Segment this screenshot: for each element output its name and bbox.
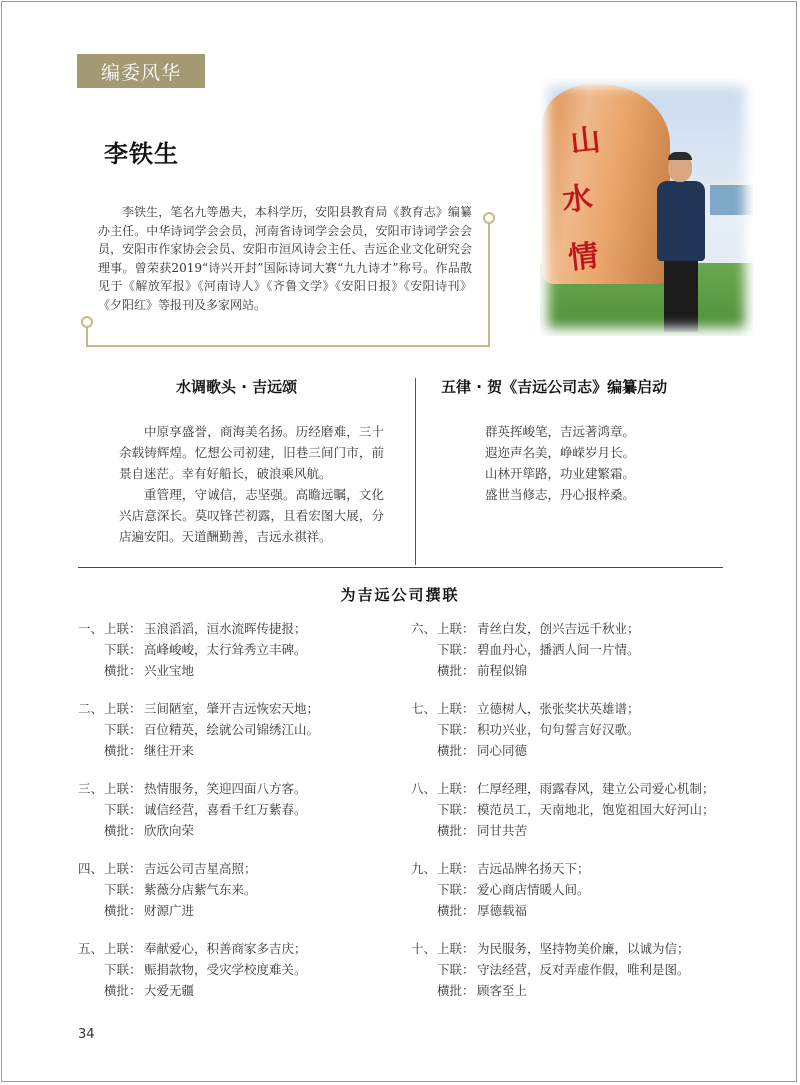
- couplet-horizontal-text: 大爱无疆: [144, 983, 195, 998]
- rock-inscription-char: 山: [568, 122, 603, 161]
- couplet-item: [78, 938, 307, 1001]
- couplet-item: [78, 698, 319, 761]
- couplet-horizontal-row: [411, 980, 690, 1001]
- couplet-number: 五、: [78, 941, 104, 956]
- couplet-upper-row: [411, 778, 715, 799]
- couplet-label: 横批：: [104, 983, 142, 998]
- couplet-label: 上联：: [104, 861, 142, 876]
- poem2-line: 遐迩声名美，峥嵘岁月长。: [485, 445, 636, 460]
- couplet-label: 上联：: [437, 781, 475, 796]
- bio-text: 李铁生，笔名九等愚夫，本科学历，安阳县教育局《教育志》编纂办主任。中华诗词学会会员，河南省诗词学会会员，安阳市诗词学会会员，安阳市作家协会会员、安阳市洹风诗会主任、吉远企业文化研究会理事。曾荣获2019“诗兴开封”国际诗词大赛“九九诗才”称号。作品散见于《解放军报》《河南诗人》《齐鲁文学》《安阳日报》《安阳诗刊》《夕阳红》等报刊及多家网站。: [98, 205, 472, 312]
- bio-frame-line-bottom: [88, 345, 490, 347]
- couplet-lower-text: 模范员工，天南地北，饱览祖国大好河山；: [477, 802, 715, 817]
- couplet-lower-row: [78, 719, 319, 740]
- couplet-number: [411, 799, 437, 820]
- couplet-number: [411, 820, 437, 841]
- couplet-item: [411, 618, 640, 681]
- couplet-upper-row: [78, 618, 307, 639]
- couplet-upper-text: 仁厚经理，雨露春风，建立公司爱心机制；: [477, 781, 715, 796]
- couplet-upper-text: 奉献爱心，积善商家多吉庆；: [144, 941, 307, 956]
- couplet-label: 上联：: [104, 781, 142, 796]
- couplet-horizontal-text: 同甘共苦: [477, 823, 528, 838]
- couplet-label: 上联：: [437, 861, 475, 876]
- couplet-lower-row: [411, 879, 590, 900]
- couplet-label: 下联：: [437, 722, 475, 737]
- couplet-lower-row: [78, 639, 307, 660]
- couplet-label: 上联：: [104, 621, 142, 636]
- couplet-upper-row: [411, 938, 690, 959]
- couplet-lower-row: [411, 639, 640, 660]
- couplet-lower-text: 高峰峻峻，太行耸秀立丰碑。: [144, 642, 307, 657]
- couplet-lower-text: 守法经营，反对弄虚作假，唯利是图。: [477, 962, 690, 977]
- photo-vignette: [540, 78, 753, 336]
- couplet-number: 十、: [411, 941, 437, 956]
- couplet-horizontal-text: 同心同德: [477, 743, 528, 758]
- couplet-number: [411, 660, 437, 681]
- bio-frame-ring-left: [81, 316, 93, 328]
- couplet-lower-text: 碧血丹心，播洒人间一片情。: [477, 642, 640, 657]
- couplet-item: [411, 938, 690, 1001]
- couplet-upper-text: 玉浪滔滔，洹水流晖传捷报；: [144, 621, 307, 636]
- couplet-number: [411, 980, 437, 1001]
- couplet-upper-text: 三间陋室，肇开吉远恢宏天地；: [144, 701, 320, 716]
- couplet-item: [78, 618, 307, 681]
- couplet-upper-text: 吉远公司吉星高照；: [144, 861, 257, 876]
- couplet-label: 横批：: [437, 743, 475, 758]
- couplet-label: 上联：: [104, 701, 142, 716]
- couplet-upper-text: 青丝白发，创兴吉远千秋业；: [477, 621, 640, 636]
- couplet-number: [78, 799, 104, 820]
- couplet-number: 七、: [411, 701, 437, 716]
- poem2-line: 盛世当修志，丹心报梓桑。: [485, 487, 636, 502]
- couplet-label: 横批：: [437, 983, 475, 998]
- couplet-number: 六、: [411, 621, 437, 636]
- couplet-upper-row: [411, 618, 640, 639]
- couplet-horizontal-row: [78, 740, 319, 761]
- couplet-number: [78, 900, 104, 921]
- couplet-label: 横批：: [104, 823, 142, 838]
- couplet-label: 上联：: [104, 941, 142, 956]
- poem1-paragraph: 中原享盛誉，商海美名扬。历经磨难，三十余载铸辉煌。忆想公司初建，旧巷三间门市，前景自迷茫。幸有好船长，破浪乘风航。: [119, 424, 384, 481]
- couplet-number: [78, 879, 104, 900]
- couplet-upper-row: [411, 698, 640, 719]
- couplet-lower-text: 赈捐款物，受灾学校度难关。: [144, 962, 307, 977]
- couplet-upper-text: 吉远品牌名扬天下；: [477, 861, 590, 876]
- couplet-label: 上联：: [437, 701, 475, 716]
- couplet-horizontal-row: [411, 740, 640, 761]
- couplet-number: [411, 740, 437, 761]
- couplet-label: 下联：: [104, 722, 142, 737]
- couplet-horizontal-text: 顾客至上: [477, 983, 528, 998]
- poem2-line: 群英挥峻笔，吉远著鸿章。: [485, 424, 636, 439]
- couplet-label: 横批：: [437, 823, 475, 838]
- couplet-label: 下联：: [437, 882, 475, 897]
- couplet-horizontal-text: 前程似锦: [477, 663, 528, 678]
- couplet-number: [411, 959, 437, 980]
- couplet-upper-row: [78, 698, 319, 719]
- rock-inscription-char: 水: [560, 180, 595, 219]
- rock-inscription-char: 情: [566, 238, 601, 277]
- couplet-horizontal-row: [411, 660, 640, 681]
- poem1-body: [119, 421, 384, 547]
- couplet-upper-text: 热情服务，笑迎四面八方客。: [144, 781, 307, 796]
- couplet-upper-text: 为民服务，坚持物美价廉，以诚为信；: [477, 941, 690, 956]
- poem-divider: [415, 378, 416, 565]
- couplet-label: 下联：: [104, 642, 142, 657]
- couplet-lower-text: 爱心商店情暖人间。: [477, 882, 590, 897]
- couplet-lower-row: [411, 719, 640, 740]
- couplet-number: [411, 719, 437, 740]
- couplet-horizontal-row: [411, 820, 715, 841]
- couplet-label: 横批：: [104, 903, 142, 918]
- bio-frame-line-left: [86, 325, 88, 347]
- couplet-number: [78, 820, 104, 841]
- couplet-lower-text: 紫薇分店紫气东来。: [144, 882, 257, 897]
- couplet-horizontal-text: 继往开来: [144, 743, 195, 758]
- couplet-lower-row: [78, 879, 257, 900]
- couplet-upper-row: [78, 938, 307, 959]
- section-divider: [78, 567, 723, 568]
- poem1-paragraph: 重管理，守诚信，志坚强。高瞻远瞩，文化兴店意深长。莫叹锋芒初露，且看宏图大展，分店遍安阳。天道酬勤善，吉远永祺祥。: [119, 487, 384, 544]
- couplet-item: [78, 858, 257, 921]
- couplet-lower-text: 百位精英，绘就公司锦绣江山。: [144, 722, 320, 737]
- couplet-label: 横批：: [104, 663, 142, 678]
- couplet-upper-text: 立德树人，张张奖状英雄谱；: [477, 701, 640, 716]
- couplet-label: 下联：: [104, 962, 142, 977]
- couplet-number: 八、: [411, 781, 437, 796]
- couplet-lower-text: 诚信经营，喜看千红万紫春。: [144, 802, 307, 817]
- couplet-label: 下联：: [437, 802, 475, 817]
- couplet-upper-row: [78, 778, 307, 799]
- couplet-label: 上联：: [437, 621, 475, 636]
- page-number: 34: [78, 1027, 95, 1042]
- couplet-number: 二、: [78, 701, 104, 716]
- poem1-title: 水调歌头 · 吉远颂: [176, 378, 298, 396]
- couplet-item: [411, 698, 640, 761]
- couplet-number: [78, 639, 104, 660]
- person-name: 李铁生: [104, 140, 179, 168]
- couplet-lower-text: 积功兴业，句句誓言好汉歌。: [477, 722, 640, 737]
- couplet-horizontal-text: 厚德载福: [477, 903, 528, 918]
- couplet-number: 四、: [78, 861, 104, 876]
- couplet-upper-row: [411, 858, 590, 879]
- couplet-label: 上联：: [437, 941, 475, 956]
- couplet-number: [78, 959, 104, 980]
- couplet-lower-row: [78, 959, 307, 980]
- couplet-number: [411, 900, 437, 921]
- couplet-label: 横批：: [104, 743, 142, 758]
- couplet-number: [411, 879, 437, 900]
- couplet-horizontal-row: [78, 900, 257, 921]
- couplet-label: 下联：: [437, 962, 475, 977]
- poem2-title: 五律 · 贺《吉远公司志》编纂启动: [441, 378, 668, 396]
- couplet-number: 九、: [411, 861, 437, 876]
- couplet-number: [78, 660, 104, 681]
- couplet-upper-row: [78, 858, 257, 879]
- couplet-number: 三、: [78, 781, 104, 796]
- couplet-item: [411, 778, 715, 841]
- couplets-title: 为吉远公司撰联: [340, 586, 460, 604]
- couplet-horizontal-row: [78, 980, 307, 1001]
- couplet-horizontal-row: [78, 660, 307, 681]
- couplet-label: 横批：: [437, 663, 475, 678]
- couplet-label: 下联：: [437, 642, 475, 657]
- couplet-label: 下联：: [104, 882, 142, 897]
- portrait-photo: [540, 78, 753, 336]
- couplet-horizontal-text: 兴业宝地: [144, 663, 195, 678]
- couplet-number: [78, 980, 104, 1001]
- couplet-number: 一、: [78, 621, 104, 636]
- couplet-horizontal-row: [411, 900, 590, 921]
- couplet-horizontal-row: [78, 820, 307, 841]
- bio-frame-ring-top: [483, 212, 495, 224]
- poem2-line: 山林开筚路，功业建繁霜。: [485, 466, 636, 481]
- couplet-number: [411, 639, 437, 660]
- couplet-number: [78, 719, 104, 740]
- section-tag: 编委风华: [77, 54, 205, 88]
- couplet-item: [411, 858, 590, 921]
- couplet-lower-row: [411, 799, 715, 820]
- couplet-number: [78, 740, 104, 761]
- couplet-label: 下联：: [104, 802, 142, 817]
- couplet-label: 横批：: [437, 903, 475, 918]
- couplet-item: [78, 778, 307, 841]
- couplet-horizontal-text: 欣欣向荣: [144, 823, 195, 838]
- couplet-lower-row: [78, 799, 307, 820]
- couplet-horizontal-text: 财源广进: [144, 903, 195, 918]
- bio-frame-line-right: [488, 223, 490, 347]
- couplet-lower-row: [411, 959, 690, 980]
- poem2-body: [485, 421, 635, 505]
